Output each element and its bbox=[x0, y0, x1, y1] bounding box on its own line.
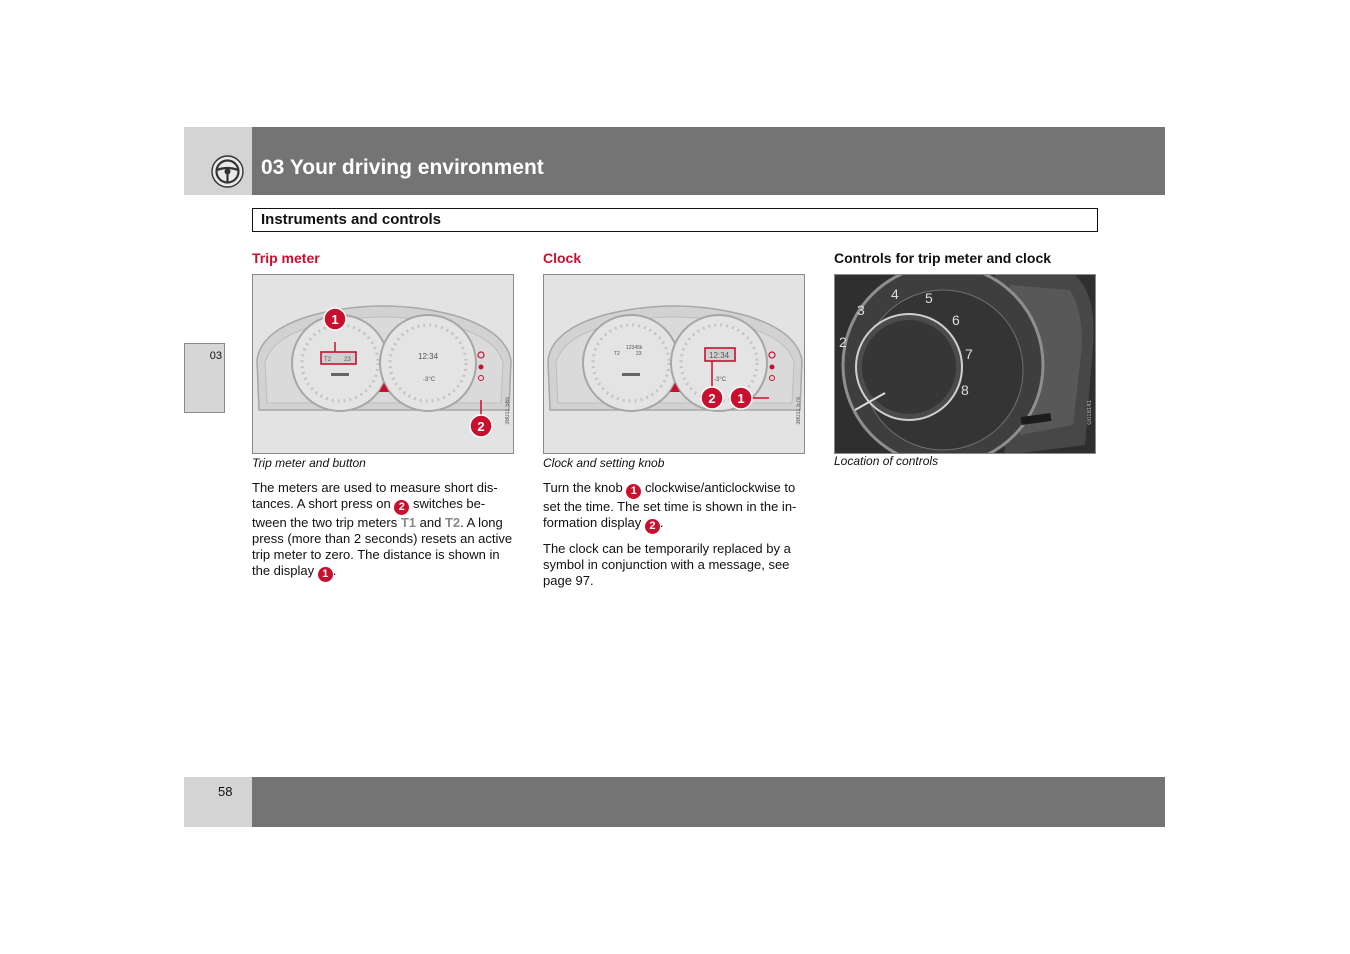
ref-marker: 2 bbox=[645, 519, 660, 534]
body-paragraph bbox=[543, 480, 808, 534]
callout-2: 2 bbox=[708, 391, 716, 406]
display-temp: -3°C bbox=[423, 377, 436, 383]
clock-heading: Clock bbox=[543, 250, 582, 266]
controls-figure bbox=[834, 274, 1096, 454]
chapter-title: 03 Your driving environment bbox=[261, 156, 544, 179]
figure-caption: Clock and setting knob bbox=[543, 456, 665, 470]
display-trip-left: T2 bbox=[324, 357, 332, 363]
display-clock: 12:34 bbox=[709, 351, 730, 360]
text-run: switches be-tween the two trip meters bbox=[252, 496, 486, 530]
figure-code: 38011 56s bbox=[505, 397, 511, 425]
controls-heading: Controls for trip meter and clock bbox=[834, 250, 1052, 266]
text-run: . bbox=[332, 563, 337, 578]
instrument-cluster-image bbox=[253, 275, 514, 454]
dial-number: 4 bbox=[891, 286, 899, 302]
trip-t2-label: T2 bbox=[444, 515, 461, 530]
callout-1: 1 bbox=[737, 391, 745, 406]
ref-marker: 1 bbox=[318, 567, 333, 582]
display-trip-right: 23 bbox=[344, 357, 351, 363]
figure-code: 38011 57s bbox=[796, 397, 802, 425]
ref-marker: 2 bbox=[394, 500, 409, 515]
dial-number: 5 bbox=[925, 290, 933, 306]
dial-number: 7 bbox=[965, 346, 973, 362]
display-trip-right: 23 bbox=[636, 351, 642, 357]
figure-code: G018141 bbox=[1087, 400, 1093, 425]
clock-column bbox=[543, 250, 808, 596]
trip-meter-heading: Trip meter bbox=[252, 250, 320, 266]
controls-column bbox=[834, 250, 1099, 478]
section-header bbox=[252, 208, 1098, 232]
display-trip-left: T2 bbox=[614, 351, 620, 357]
side-tab-label: 03 bbox=[209, 350, 222, 362]
figure-caption: Trip meter and button bbox=[252, 456, 366, 470]
dial-number: 2 bbox=[839, 334, 847, 350]
steering-wheel-icon bbox=[211, 155, 244, 188]
tachometer-photo bbox=[835, 275, 1096, 454]
trip-t1-label: T1 bbox=[400, 515, 417, 530]
text-run: . A long press (more than 2 seconds) resets an active trip meter to zero. The distance is shown in the display bbox=[252, 515, 513, 578]
footer-bar bbox=[252, 777, 1165, 827]
dial-number: 3 bbox=[857, 302, 865, 318]
display-clock: 12:34 bbox=[418, 352, 439, 361]
body-paragraph: The clock can be temporarily replaced by a symbol in conjunction with a message, see page 97. bbox=[543, 541, 791, 588]
text-run: . bbox=[659, 515, 664, 530]
callout-2: 2 bbox=[477, 419, 485, 434]
text-run: Turn the knob bbox=[543, 480, 627, 495]
text-run: clockwise/anticlockwise to set the time. The set time is shown in the in-formation display bbox=[543, 480, 797, 530]
text-run: and bbox=[416, 515, 445, 530]
dial-number: 6 bbox=[952, 312, 960, 328]
ref-marker: 1 bbox=[626, 484, 641, 499]
trip-meter-figure bbox=[252, 274, 514, 454]
instrument-cluster-image bbox=[544, 275, 805, 454]
callout-1: 1 bbox=[331, 312, 339, 327]
display-odometer: 12345k bbox=[626, 345, 643, 351]
dial-number: 8 bbox=[961, 382, 969, 398]
display-temp: -3°C bbox=[714, 377, 727, 383]
page-number: 58 bbox=[218, 784, 233, 799]
section-title: Instruments and controls bbox=[261, 211, 442, 228]
figure-caption: Location of controls bbox=[834, 454, 939, 468]
clock-figure bbox=[543, 274, 805, 454]
chapter-side-tab bbox=[184, 343, 225, 413]
trip-meter-column bbox=[252, 250, 517, 589]
body-paragraph bbox=[252, 480, 517, 582]
text-run: The meters are used to measure short dis-tances. A short press on bbox=[252, 480, 498, 511]
